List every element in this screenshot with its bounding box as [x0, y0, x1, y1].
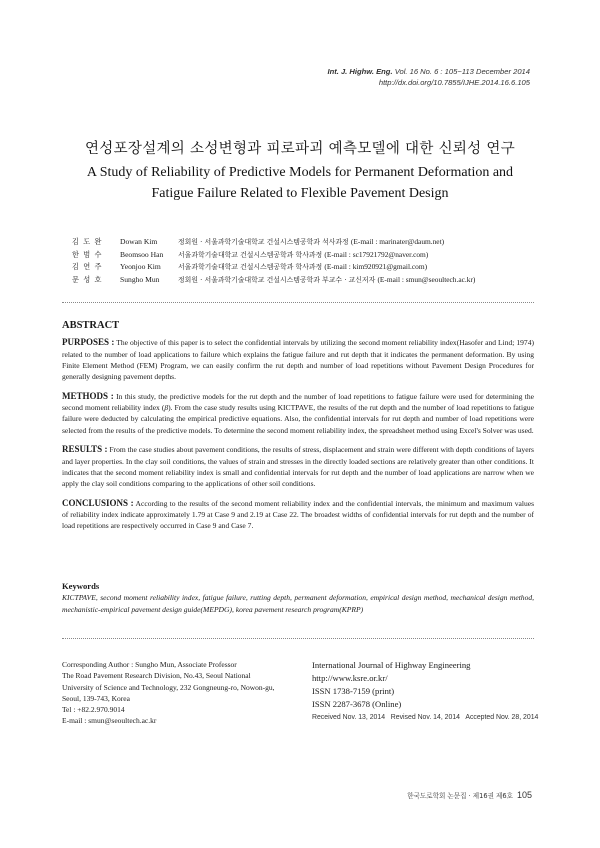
journal-abbrev: Int. J. Highw. Eng.	[327, 67, 393, 76]
author-korean-name: 문 성 호	[72, 274, 103, 284]
author-row	[72, 274, 475, 287]
methods-label: METHODS :	[62, 390, 114, 401]
author-affiliation	[178, 274, 475, 287]
journal-url[interactable]: http://www.ksre.or.kr/	[312, 673, 388, 683]
top-divider	[62, 302, 534, 303]
abstract-section	[62, 320, 534, 540]
corr-line1: Corresponding Author : Sungho Mun, Associate Professor	[62, 660, 237, 669]
author-korean-name: 김 도 완	[72, 237, 103, 246]
author-row	[72, 249, 475, 262]
methods-text-1: In this study, the predictive models for the rut depth and the number of load repetitions to fatigue failure were used for determining the second moment reliability index (	[62, 391, 534, 413]
author-affiliation	[178, 261, 427, 274]
keywords-heading: Keywords	[62, 581, 100, 591]
conclusions-label: CONCLUSIONS :	[62, 497, 134, 508]
affiliation-text: 서울과학기술대학교 건설시스템공학과 학사과정	[178, 250, 323, 259]
purposes-text: The objective of this paper is to select the confidential intervals by utilizing the second moment reliability index(Hasofer and Lind; 1974) related to the number of load applications to failure which explains the fatigue failure and rut depth that it indicates the permanent deformation. By using Finite Element Method (FEM) Program, we can easily confirm the rut depth and number of load repetitions without Pavement Design Procedures for generally designing pavement depths.	[62, 338, 534, 382]
author-email[interactable]: (E-mail : marinater@daum.net)	[350, 237, 445, 246]
author-affiliation	[178, 249, 428, 262]
author-korean-name: 한 범 수	[72, 249, 103, 259]
author-email[interactable]: (E-mail : sc17921792@naver.com)	[324, 249, 429, 259]
korean-title: 연성포장설계의 소성변형과 피로파괴 예측모델에 대한 신뢰성 연구	[84, 141, 516, 157]
corr-tel: Tel : +82.2.970.9014	[62, 705, 125, 715]
methods-text-2: ). From the case study results using KICTPAVE, the results of the rut depth and the number of load repetitions to fatigue failure were deducted by calculating the empirical predictive equations. Also, the confidential intervals for rut depth and number of load repetitions were selected from the results of the predictive models. To determine the second moment reliability index, the spreadsheet method using Excel's Solver was used.	[62, 403, 534, 435]
author-row	[72, 236, 475, 249]
purposes-label: PURPOSES :	[62, 337, 115, 348]
journal-header	[327, 66, 530, 88]
author-english-name: Dowan Kim	[120, 237, 158, 246]
journal-name: International Journal of Highway Engineering	[312, 660, 471, 670]
keywords-section	[62, 581, 534, 615]
beta-symbol: β	[164, 403, 169, 413]
author-english-name: Beomsoo Han	[120, 249, 164, 259]
journal-volume: Vol. 16 No. 6 : 105~113 December 2014	[394, 67, 530, 76]
english-title	[60, 162, 540, 204]
journal-citation	[327, 66, 530, 77]
affiliation-text: 서울과학기술대학교 건설시스템공학과 학사과정	[178, 263, 323, 271]
conclusions-text: According to the results of the second moment reliability index and the confidential intervals, the minimum and maximum values of reliability index indicate approximately 1.79 at Case 9 and 2.19 at Case 22. The broadest widths of confidential intervals for rut depth and the number of load repetitions are respectively occurred in Case 9 and Case 7.	[62, 498, 535, 531]
footer-journal: 한국도로학회 논문집 · 제16권 제6호	[407, 792, 513, 800]
results-text: From the case studies about pavement conditions, the results of stress, displacement and strain were different with depth conditions of layers and layer properties. In the clay soil conditions, the values of strain and stresses in the directly loaded sections are relatively greater than other conditions. It indicates that the second moment reliability index is small and confidential intervals for rut depth and the number of load applications are narrow when we apply the clay soil conditions comparing to the applications of other soil conditions.	[62, 445, 534, 489]
keywords-text: KICTPAVE, second moment reliability index, fatigue failure, rutting depth, permanent deformation, empirical design method, mechanical design method, mechanistic-empirical pavement design guide(MEPDG), korea pavement research program(KPRP)	[62, 593, 534, 614]
issn-print: ISSN 1738-7159 (print)	[312, 686, 395, 696]
author-korean-name: 김 연 주	[72, 262, 103, 271]
author-email[interactable]: (E-mail : smun@seoultech.ac.kr)	[377, 274, 476, 284]
purposes-paragraph	[62, 337, 534, 382]
author-email[interactable]: (E-mail : kim920921@gmail.com)	[324, 262, 428, 271]
issn-online: ISSN 2287-3678 (Online)	[312, 699, 402, 709]
affiliation-text: 정회원 · 서울과학기술대학교 건설시스템공학과 부교수 · 교신저자	[178, 275, 376, 284]
corresponding-author-block	[62, 659, 307, 727]
author-affiliation	[178, 236, 444, 249]
english-title-line2: Fatigue Failure Related to Flexible Pavement Design	[151, 186, 449, 201]
doi-link[interactable]: http://dx.doi.org/10.7855/IJHE.2014.16.6.105	[378, 78, 530, 87]
corr-email[interactable]: E-mail : smun@seoultech.ac.kr	[62, 716, 157, 726]
journal-info-block	[312, 659, 542, 724]
page-footer	[407, 790, 532, 800]
corr-line4: Seoul, 139-743, Korea	[62, 693, 130, 703]
bottom-divider	[62, 638, 534, 639]
author-english-name: Sungho Mun	[120, 274, 160, 284]
corr-line3: University of Science and Technology, 232 Gongneung-ro, Nowon-gu,	[62, 682, 275, 692]
author-row	[72, 261, 475, 274]
results-paragraph	[62, 444, 534, 489]
conclusions-paragraph	[62, 498, 534, 532]
methods-paragraph	[62, 391, 534, 436]
author-list	[72, 236, 475, 286]
english-title-line1: A Study of Reliability of Predictive Models for Permanent Deformation and	[86, 165, 514, 180]
results-label: RESULTS :	[62, 444, 108, 455]
page-number: 105	[516, 790, 532, 800]
submission-dates: Received Nov. 13, 2014 Revised Nov. 14, 2014 Accepted Nov. 28, 2014	[312, 714, 539, 721]
corr-line2: The Road Pavement Research Division, No.43, Seoul National	[62, 671, 251, 681]
affiliation-text: 정회원 · 서울과학기술대학교 건설시스템공학과 석사과정	[178, 238, 349, 246]
abstract-heading: ABSTRACT	[62, 320, 120, 331]
author-english-name: Yeonjoo Kim	[120, 262, 161, 271]
